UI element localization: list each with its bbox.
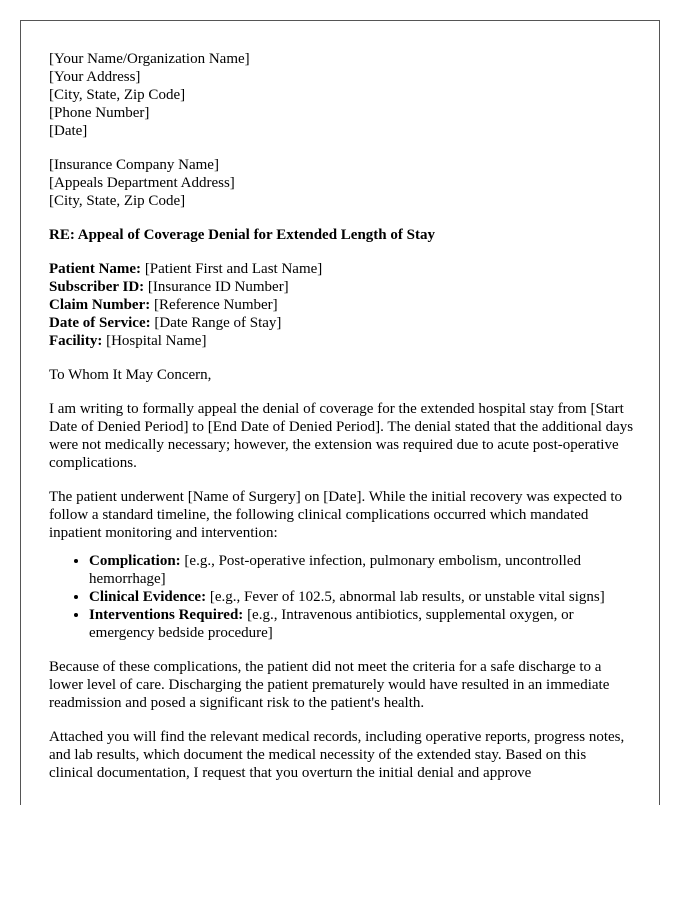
complication-list — [49, 552, 634, 642]
detail-value: [Patient First and Last Name] — [141, 261, 323, 277]
letter-date: [Date] — [49, 123, 88, 139]
list-item-interventions — [89, 606, 634, 642]
recipient-city-state-zip: [City, State, Zip Code] — [49, 193, 186, 209]
detail-patient-name — [49, 260, 634, 278]
body-paragraph-4: Attached you will find the relevant medical records, including operative reports, progress notes, and lab results, which document the medical necessity of the extended stay. Based on this clinical documentation, I request that you overturn the initial denial and approve — [49, 729, 625, 781]
recipient-company: [Insurance Company Name] — [49, 157, 219, 173]
letter-page — [20, 20, 660, 805]
detail-label: Patient Name: — [49, 261, 142, 277]
detail-label: Claim Number: — [49, 297, 151, 313]
bullet-label: Clinical Evidence: — [89, 589, 207, 605]
body-paragraph-3: Because of these complications, the patient did not meet the criteria for a safe discharge to a lower level of care. Discharging the patient prematurely would have resulted in an immediate readmission and posed a significant risk to the patient's health. — [49, 659, 610, 711]
detail-label: Subscriber ID: — [49, 279, 145, 295]
salutation: To Whom It May Concern, — [49, 367, 212, 383]
bullet-label: Interventions Required: — [89, 607, 244, 623]
detail-claim-number — [49, 296, 634, 314]
recipient-block — [49, 156, 634, 210]
sender-name: [Your Name/Organization Name] — [49, 51, 250, 67]
claim-details — [49, 260, 634, 350]
sender-address: [Your Address] — [49, 69, 141, 85]
bullet-label: Complication: — [89, 553, 181, 569]
detail-label: Facility: — [49, 333, 103, 349]
letter-content — [49, 50, 634, 798]
recipient-address: [Appeals Department Address] — [49, 175, 235, 191]
bullet-value: [e.g., Fever of 102.5, abnormal lab results, or unstable vital signs] — [206, 589, 605, 605]
sender-block — [49, 50, 634, 140]
body-paragraph-1: I am writing to formally appeal the denial of coverage for the extended hospital stay from [Start Date of Denied Period] to [End Date of Denied Period]. The denial stated that the additional days were not medically necessary; however, the extension was required due to acute post-operative complications. — [49, 401, 634, 471]
sender-phone: [Phone Number] — [49, 105, 150, 121]
list-item-complication — [89, 552, 634, 588]
detail-value: [Date Range of Stay] — [150, 315, 282, 331]
detail-facility — [49, 332, 634, 350]
subject-line: RE: Appeal of Coverage Denial for Extended Length of Stay — [49, 227, 435, 243]
list-item-clinical-evidence — [89, 588, 634, 606]
body-paragraph-2: The patient underwent [Name of Surgery] on [Date]. While the initial recovery was expected to follow a standard timeline, the following clinical complications occurred which mandated inpatient monitoring and intervention: — [49, 489, 622, 541]
detail-date-of-service — [49, 314, 634, 332]
bullet-value: [e.g., Intravenous antibiotics, supplemental oxygen, or emergency bedside procedure] — [89, 607, 574, 641]
detail-value: [Hospital Name] — [102, 333, 207, 349]
detail-label: Date of Service: — [49, 315, 151, 331]
detail-subscriber-id — [49, 278, 634, 296]
bullet-value: [e.g., Post-operative infection, pulmonary embolism, uncontrolled hemorrhage] — [89, 553, 581, 587]
detail-value: [Reference Number] — [150, 297, 278, 313]
sender-city-state-zip: [City, State, Zip Code] — [49, 87, 186, 103]
detail-value: [Insurance ID Number] — [144, 279, 289, 295]
